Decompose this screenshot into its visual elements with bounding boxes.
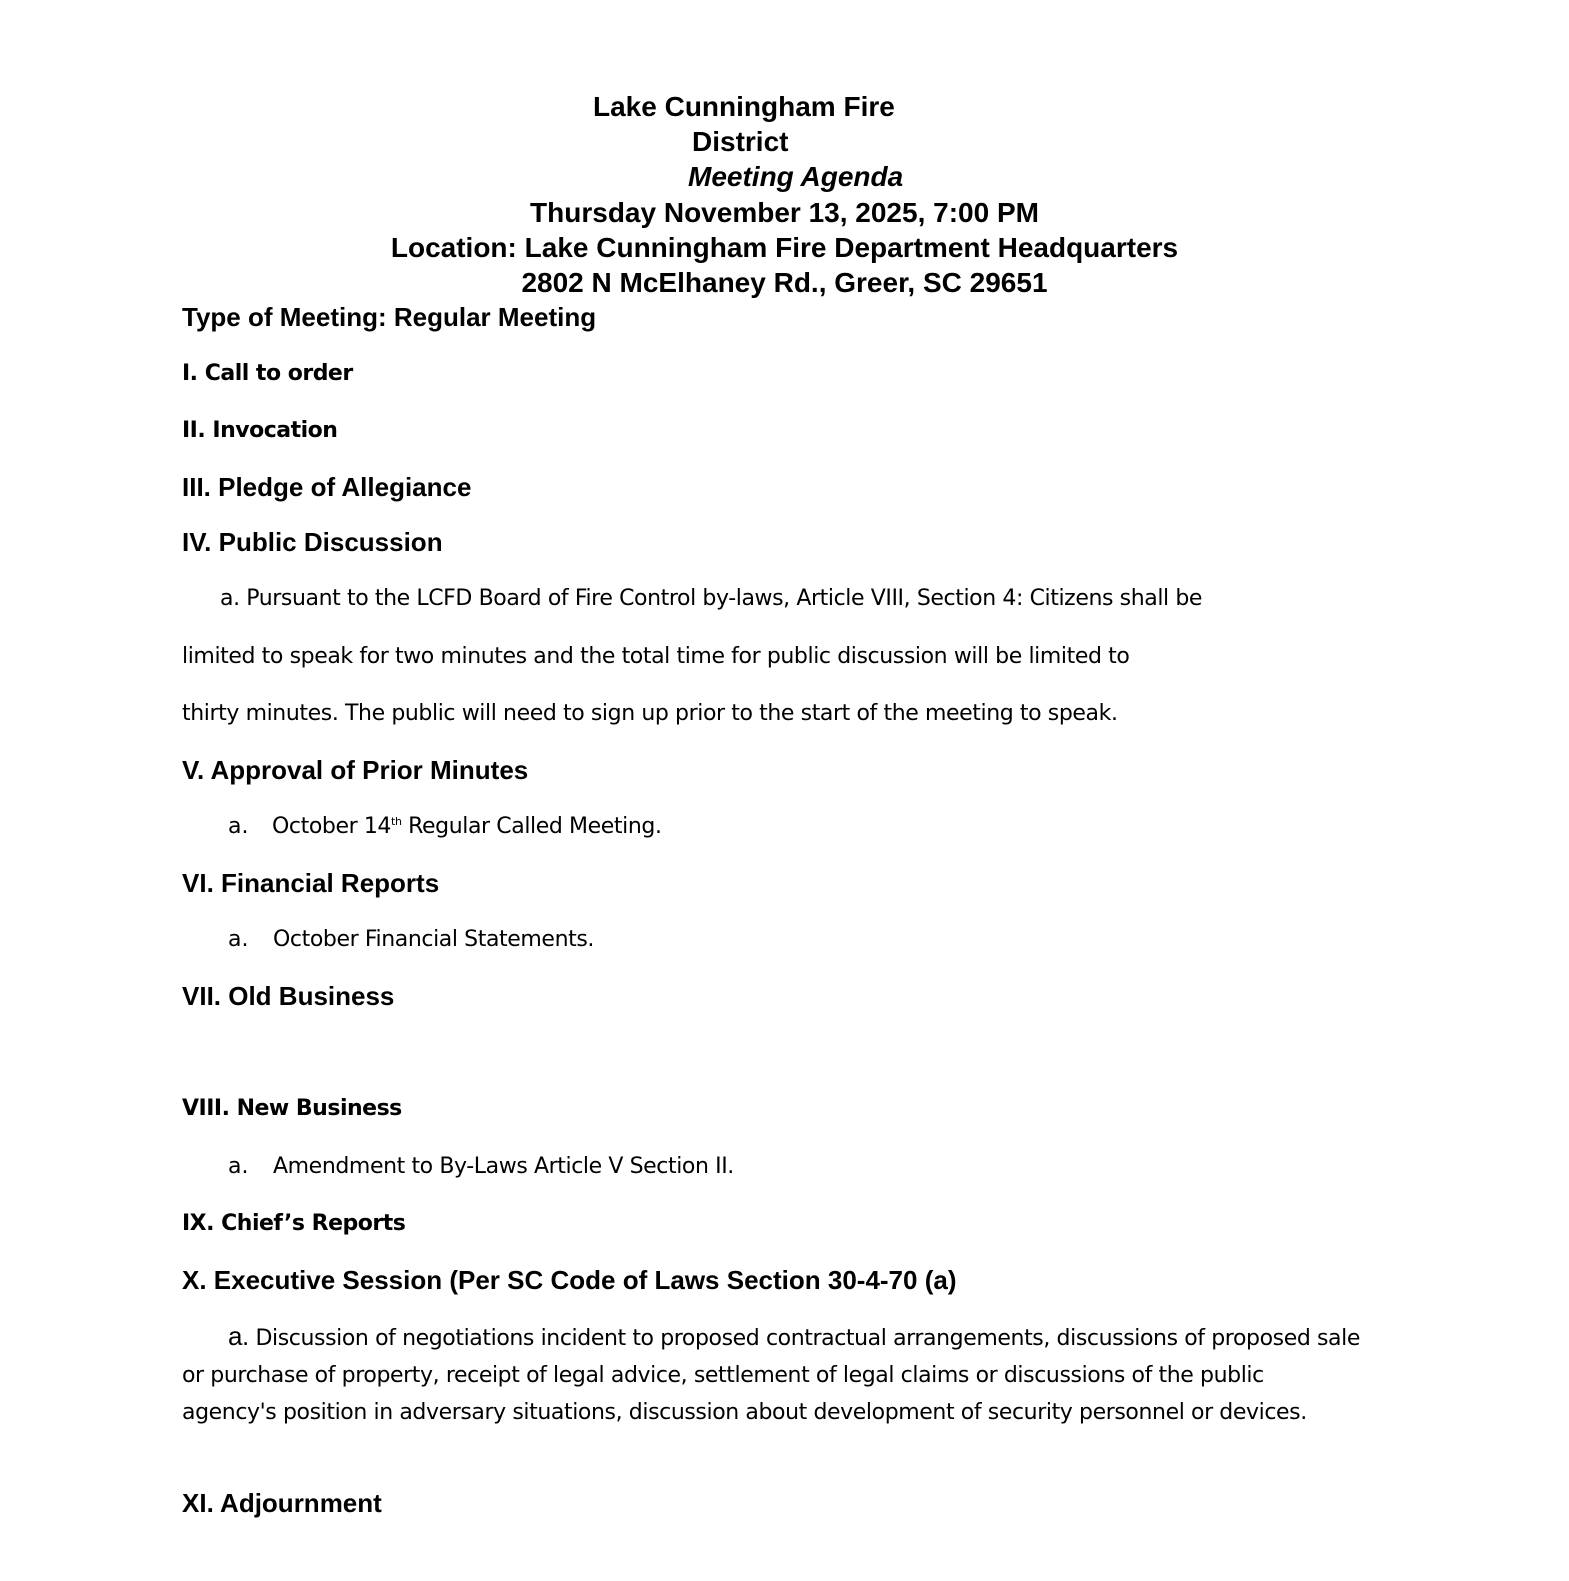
section-pledge: III. Pledge of Allegiance — [182, 472, 472, 502]
financial-item-text: October Financial Statements. — [273, 927, 594, 952]
meeting-date: Thursday November 13, 2025, 7:00 PM — [530, 197, 1039, 228]
new-business-item-text: Amendment to By-Laws Article V Section II. — [273, 1154, 734, 1179]
district-name-line1: Lake Cunningham Fire — [593, 91, 895, 122]
executive-session-text — [182, 1318, 1362, 1431]
minutes-item-letter: a. — [228, 814, 249, 839]
section-new-business: VIII. New Business — [182, 1096, 402, 1121]
district-name-line2: District — [692, 126, 789, 157]
section-invocation: II. Invocation — [182, 418, 338, 443]
meeting-address: 2802 N McElhaney Rd., Greer, SC 29651 — [521, 267, 1048, 298]
section-old-business: VII. Old Business — [182, 981, 395, 1011]
minutes-item-text — [272, 813, 662, 841]
public-discussion-text-line1: a. Pursuant to the LCFD Board of Fire Control by-laws, Article VIII, Section 4: Citizens shall be — [220, 586, 1203, 611]
section-public-discussion: IV. Public Discussion — [182, 527, 443, 557]
section-chiefs-reports: IX. Chief’s Reports — [182, 1211, 406, 1236]
section-call-to-order: I. Call to order — [182, 361, 353, 386]
meeting-type: Type of Meeting: Regular Meeting — [182, 302, 597, 332]
executive-item-letter: a. — [228, 1321, 249, 1351]
minutes-item-ordinal: th — [391, 815, 402, 828]
document-title: Meeting Agenda — [688, 161, 904, 192]
new-business-item-letter: a. — [228, 1154, 249, 1179]
public-discussion-text-line2: limited to speak for two minutes and the total time for public discussion will be limited to — [182, 644, 1130, 669]
section-financial-reports: VI. Financial Reports — [182, 868, 440, 898]
section-adjournment: XI. Adjournment — [182, 1488, 382, 1518]
section-executive-session: X. Executive Session (Per SC Code of Laws Section 30-4-70 (a) — [182, 1265, 957, 1295]
financial-item-letter: a. — [228, 927, 249, 952]
executive-item-text: Discussion of negotiations incident to proposed contractual arrangements, discussions of proposed sale or purchase of property, receipt of legal advice, settlement of legal claims or discussions of the public agency's position in adversary situations, discussion about development of security personnel or devices. — [182, 1326, 1360, 1425]
section-approval-of-minutes: V. Approval of Prior Minutes — [182, 755, 529, 785]
minutes-item-post: Regular Called Meeting. — [401, 814, 662, 839]
minutes-item-pre: October 14 — [272, 814, 392, 839]
meeting-location: Location: Lake Cunningham Fire Department Headquarters — [390, 232, 1179, 263]
public-discussion-text-line3: thirty minutes. The public will need to sign up prior to the start of the meeting to speak. — [182, 701, 1118, 726]
